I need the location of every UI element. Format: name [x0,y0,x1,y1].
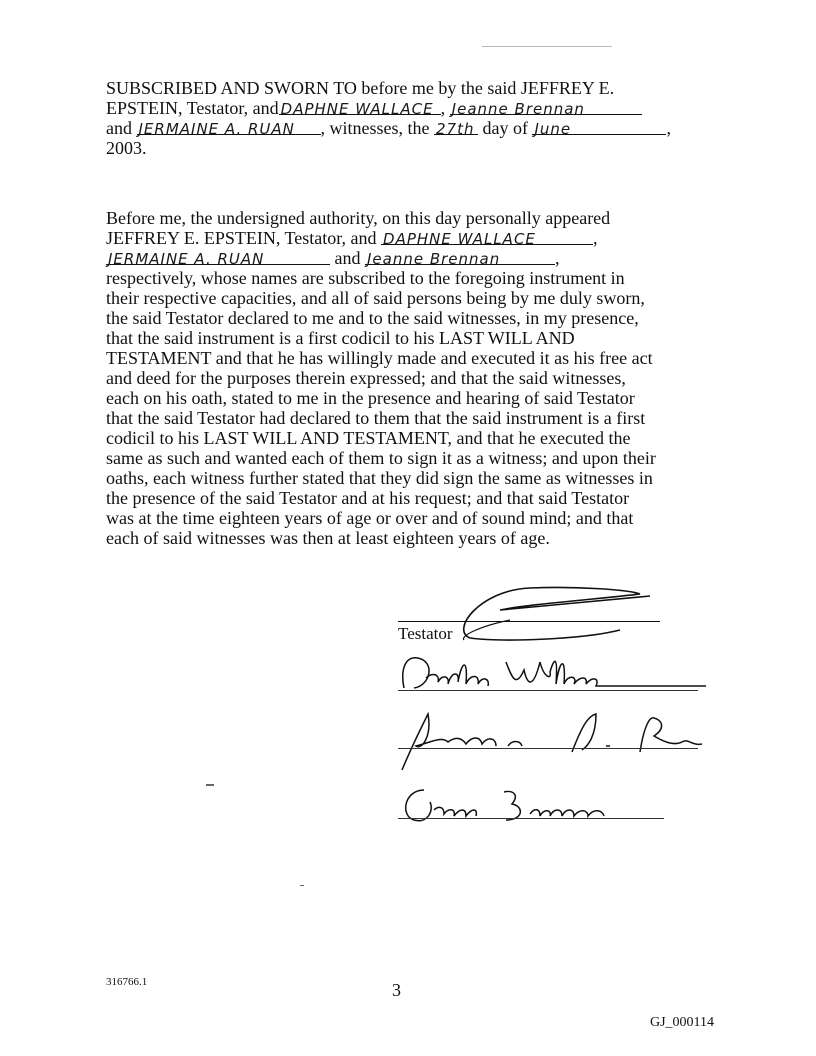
ack-line [106,348,716,368]
ack-line [106,388,716,408]
ack-text: each on his oath, stated to me in the presence and hearing of said Testator [106,388,635,408]
ack-line [106,328,716,348]
ack-line [106,428,716,448]
ack-text: that the said Testator had declared to them that the said instrument is a first [106,408,646,428]
witness-signature-line-2 [398,748,698,749]
document-id-text: 316766.1 [106,976,148,988]
comma: , [440,98,446,118]
page-number-text: 3 [392,980,401,1000]
testator-label-text: Testator [398,624,453,643]
witness-signature-2 [392,706,712,776]
witness2-blank [450,98,642,118]
ack-text: was at the time eighteen years of age or over and of sound mind; and that [106,508,634,528]
ack-witness2-handwriting: Jeanne Brennan [367,250,501,268]
comma: , [593,228,598,248]
and-text: and [334,248,361,268]
ack-witness1-blank [381,228,593,248]
ack-line-2 [106,228,716,248]
jurat-line-3 [106,118,716,138]
ack-text: their respective capacities, and all of said persons being by me duly sworn, [106,288,645,308]
ack-line [106,488,716,508]
ack-line-1 [106,208,716,228]
jurat-text: day of [482,118,528,138]
ack-line [106,308,716,328]
bates-number [650,1015,714,1031]
ack-text: the presence of the said Testator and at his request; and that said Testator [106,488,630,508]
and-text: and [106,118,132,138]
witness1-blank [279,98,441,118]
ack-line [106,448,716,468]
testator-label [398,624,518,644]
ack-line [106,528,716,548]
ack-text: JEFFREY E. EPSTEIN, Testator, and [106,228,377,248]
witness-signature-1 [396,648,716,696]
ack-witness3-handwriting: JERMAINE A. RUAN [108,250,265,268]
day-blank [434,118,478,138]
ack-text: the said Testator declared to me and to the said witnesses, in my presence, [106,308,639,328]
ack-line [106,368,716,388]
document-id [106,976,147,988]
scan-mark [482,46,612,47]
jurat-line-4 [106,138,716,158]
scan-mark [300,885,304,886]
ack-witness1-handwriting: DAPHNE WALLACE [383,230,536,248]
witness-signature-line-3 [398,818,664,819]
witness2-handwriting: Jeanne Brennan [451,100,585,118]
jurat-year: 2003. [106,138,147,158]
witness1-handwriting: DAPHNE WALLACE [280,100,434,118]
ack-text: oaths, each witness further stated that they did sign the same as witnesses in [106,468,653,488]
jurat-text: EPSTEIN, Testator, and [106,98,279,118]
month-handwriting: June [534,120,572,138]
witness3-handwriting: JERMAINE A. RUAN [138,120,295,138]
witness3-blank [137,118,321,138]
ack-text: same as such and wanted each of them to sign it as a witness; and upon their [106,448,656,468]
jurat-text: , witnesses, the [320,118,430,138]
jurat-text: SUBSCRIBED AND SWORN TO before me by the said JEFFREY E. [106,78,615,98]
month-blank [532,118,666,138]
ack-text: Before me, the undersigned authority, on this day personally appeared [106,208,611,228]
ack-text: TESTAMENT and that he has willingly made and executed it as his free act [106,348,653,368]
ack-text: codicil to his LAST WILL AND TESTAMENT, and that he executed the [106,428,631,448]
ack-witness3-blank [106,248,330,268]
day-handwriting: 27th [435,120,475,138]
ack-text: and deed for the purposes therein expressed; and that the said witnesses, [106,368,626,388]
ack-text: each of said witnesses was then at least eighteen years of age. [106,528,550,548]
jurat-line-2 [106,98,716,118]
ack-line [106,408,716,428]
ack-line [106,468,716,488]
comma: , [666,118,671,138]
ack-line [106,288,716,308]
jurat-line-1 [106,78,716,98]
witness-signature-line-1 [398,690,698,691]
ack-witness2-blank [365,248,555,268]
ack-line [106,268,716,288]
ack-line [106,508,716,528]
bates-number-text: GJ_000114 [650,1015,715,1030]
comma: , [555,248,560,268]
witness-signature-3 [394,780,674,830]
page-number [392,980,401,1001]
ack-text: that the said instrument is a first codicil to his LAST WILL AND [106,328,575,348]
ack-line-3 [106,248,716,268]
scan-mark [206,784,214,786]
ack-text: respectively, whose names are subscribed to the foregoing instrument in [106,268,625,288]
